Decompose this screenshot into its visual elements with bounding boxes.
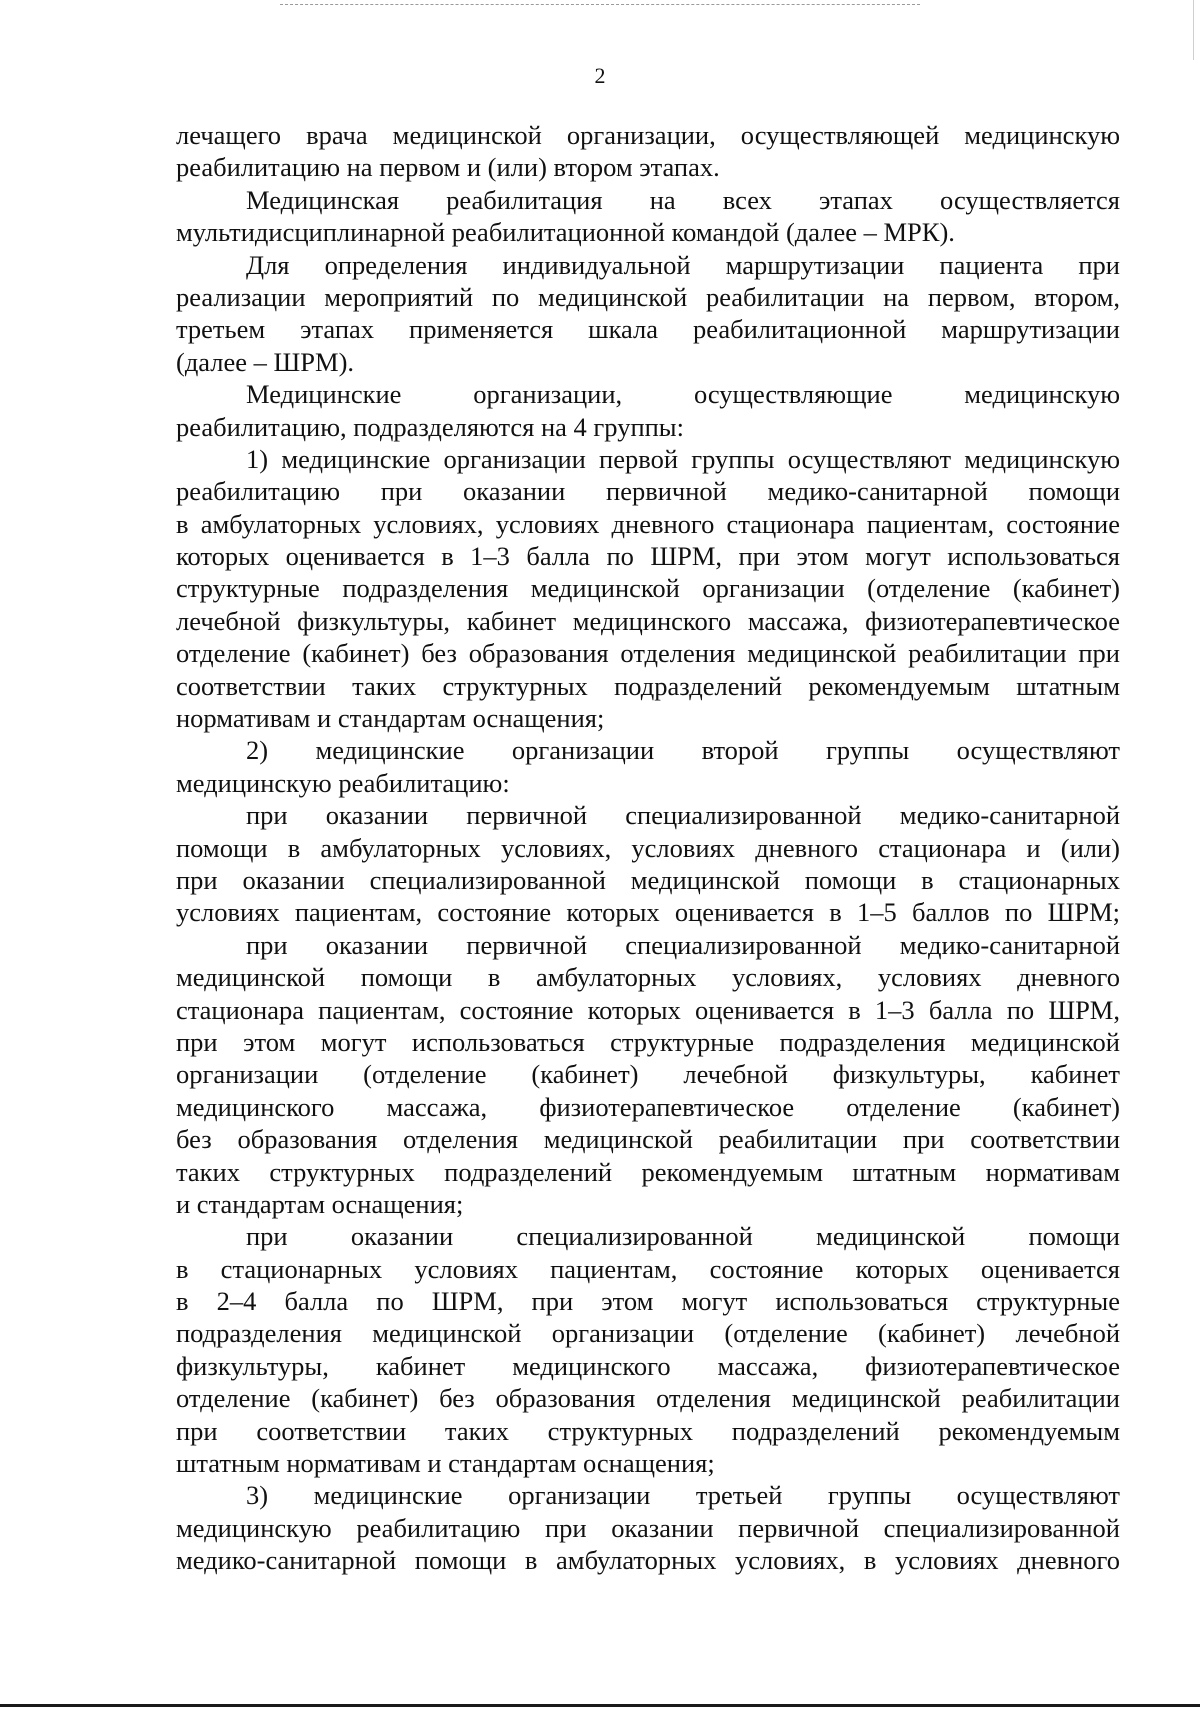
text-line: реализации мероприятий по медицинской реабилитации на первом, втором, bbox=[176, 281, 1120, 312]
text-line: (далее – ШРМ). bbox=[176, 346, 355, 377]
text-line: отделение (кабинет) без образования отделения медицинской реабилитации bbox=[176, 1383, 1120, 1414]
text-line: в 2–4 балла по ШРМ, при этом могут использоваться структурные bbox=[176, 1286, 1120, 1317]
text-line: при этом могут использоваться структурные подразделения медицинской bbox=[176, 1026, 1120, 1057]
text-line: в стационарных условиях пациентам, состояние которых оценивается bbox=[176, 1253, 1120, 1284]
document-body bbox=[176, 119, 1120, 1577]
text-line: Медицинская реабилитация на всех этапах осуществляется bbox=[246, 184, 1120, 215]
text-line: без образования отделения медицинской реабилитации при соответствии bbox=[176, 1124, 1120, 1155]
text-line: 3) медицинские организации третьей группы осуществляют bbox=[246, 1480, 1120, 1511]
scan-right-edge bbox=[1193, 0, 1194, 60]
text-line: физкультуры, кабинет медицинского массажа, физиотерапевтическое bbox=[176, 1350, 1120, 1381]
text-line: структурные подразделения медицинской организации (отделение (кабинет) bbox=[176, 573, 1120, 604]
text-line: помощи в амбулаторных условиях, условиях дневного стационара и (или) bbox=[176, 832, 1120, 863]
text-line: стационара пациентам, состояние которых оценивается в 1–3 балла по ШРМ, bbox=[176, 994, 1120, 1025]
text-line: таких структурных подразделений рекомендуемым штатным нормативам bbox=[176, 1156, 1120, 1187]
text-line: при оказании специализированной медицинской помощи bbox=[246, 1221, 1120, 1252]
text-line: медицинскую реабилитацию при оказании первичной специализированной bbox=[176, 1512, 1120, 1543]
text-line: при оказании первичной специализированной медико-санитарной bbox=[246, 800, 1120, 831]
text-line: при оказании специализированной медицинской помощи в стационарных bbox=[176, 864, 1120, 895]
text-line: в амбулаторных условиях, условиях дневного стационара пациентам, состояние bbox=[176, 508, 1120, 539]
text-line: нормативам и стандартам оснащения; bbox=[176, 703, 605, 734]
text-line: лечащего врача медицинской организации, осуществляющей медицинскую bbox=[176, 120, 1120, 150]
text-line: отделение (кабинет) без образования отделения медицинской реабилитации при bbox=[176, 638, 1120, 669]
text-line: реабилитацию на первом и (или) втором этапах. bbox=[176, 152, 720, 183]
text-line: соответствии таких структурных подразделений рекомендуемым штатным bbox=[176, 670, 1120, 701]
text-line: медицинской помощи в амбулаторных условиях, условиях дневного bbox=[176, 962, 1120, 993]
page-number: 2 bbox=[594, 63, 606, 88]
text-line: медицинскую реабилитацию: bbox=[176, 767, 510, 798]
text-line: подразделения медицинской организации (отделение (кабинет) лечебной bbox=[176, 1318, 1120, 1349]
text-line: Для определения индивидуальной маршрутизации пациента при bbox=[246, 249, 1120, 280]
scan-top-edge bbox=[280, 4, 920, 5]
text-line: при соответствии таких структурных подразделений рекомендуемым bbox=[176, 1415, 1120, 1446]
text-line: медико-санитарной помощи в амбулаторных условиях, в условиях дневного bbox=[176, 1545, 1120, 1576]
text-line: медицинского массажа, физиотерапевтическое отделение (кабинет) bbox=[176, 1091, 1120, 1122]
text-line: и стандартам оснащения; bbox=[176, 1188, 464, 1219]
text-line: при оказании первичной специализированной медико-санитарной bbox=[246, 929, 1120, 960]
text-line: 1) медицинские организации первой группы осуществляют медицинскую bbox=[246, 443, 1120, 474]
text-line: организации (отделение (кабинет) лечебной физкультуры, кабинет bbox=[176, 1059, 1120, 1090]
text-line: реабилитацию, подразделяются на 4 группы: bbox=[176, 411, 684, 442]
text-line: третьем этапах применяется шкала реабилитационной маршрутизации bbox=[176, 314, 1120, 345]
text-line: условиях пациентам, состояние которых оценивается в 1–5 баллов по ШРМ; bbox=[176, 897, 1120, 928]
text-line: мультидисциплинарной реабилитационной командой (далее – МРК). bbox=[176, 217, 955, 248]
text-line: штатным нормативам и стандартам оснащения; bbox=[176, 1448, 715, 1479]
text-line: которых оценивается в 1–3 балла по ШРМ, при этом могут использоваться bbox=[176, 541, 1120, 572]
text-line: 2) медицинские организации второй группы осуществляют bbox=[246, 735, 1120, 766]
scan-bottom-edge bbox=[0, 1704, 1200, 1707]
text-line: лечебной физкультуры, кабинет медицинского массажа, физиотерапевтическое bbox=[176, 605, 1120, 636]
text-line: Медицинские организации, осуществляющие медицинскую bbox=[246, 379, 1120, 410]
text-line: реабилитацию при оказании первичной медико-санитарной помощи bbox=[176, 476, 1120, 507]
